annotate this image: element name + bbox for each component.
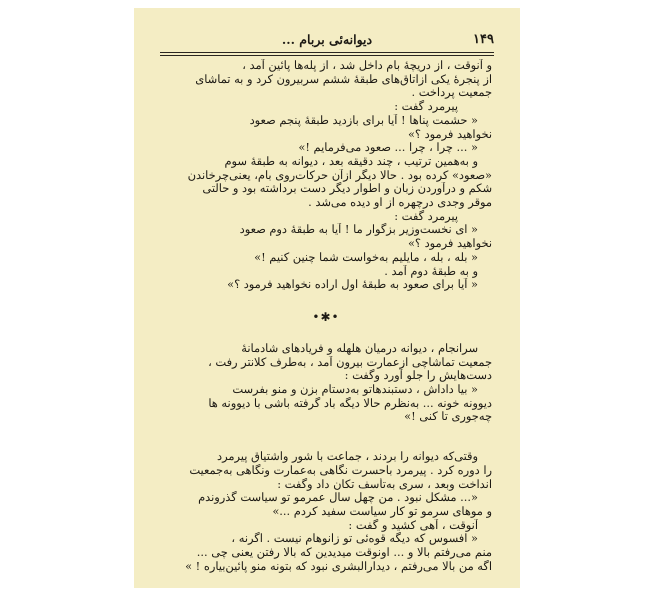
text-line: « ای نخست‌وزیر بزگوار ما ! آیا به طبقهٔ دوم صعود <box>239 223 478 237</box>
text-line: «صعود» کرده بود . حالا دیگر ازآن حرکات‌روی بام، یعنی‌چرخاندن <box>187 168 492 182</box>
text-line: « بله ، بله ، مایلیم به‌خواست شما چنین کنیم !» <box>254 250 478 264</box>
text-line: وقتی‌که دیوانه را بردند ، جماعت با شور واشتیاق پیرمرد <box>217 450 478 464</box>
text-line: انداخت وبعد ، سری به‌تأسف تکان داد وگفت : <box>277 477 492 491</box>
text-line: از پنجرهٔ یکی ازاتاق‌های طبقهٔ ششم سربیرون کرد و به تماشای <box>195 72 492 86</box>
text-line: را دوره کرد . پیرمرد باحسرت نگاهی به‌عمارت ونگاهی به‌جمعیت <box>189 463 492 477</box>
text-line: چه‌جوری تا کنی !» <box>404 410 492 424</box>
text-line: دیوونه خونه ... به‌نظرم حالا دیگه باد گرفته باشی با دیوونه ها <box>208 396 492 410</box>
running-title: دیوانه‌ئی بربام ... <box>281 32 373 47</box>
text-line: پیرمرد گفت : <box>394 209 458 223</box>
text-line: موقر وجدی درچهره از او دیده می‌شد . <box>308 196 492 210</box>
text-line: اگه من بالا می‌رفتم ، دیدارالبشری نبود که بتونه منو پائین‌بیاره ! » <box>185 559 492 573</box>
book-page <box>134 8 520 588</box>
text-line: و آنوقت ، از دریچهٔ بام داخل شد ، از پله‌ها پائین آمد ، <box>242 59 492 72</box>
text-line: « بیا داداش ، دستبندهاتو به‌دستام بزن و منو بفرست <box>232 383 478 397</box>
text-line: سرانجام ، دیوانه درمیان هلهله و فریادهای شادمانهٔ <box>241 341 478 355</box>
text-line: شکم و درآوردن زبان و اطوار دیگر دست برداشته بود و حالتی <box>202 182 492 196</box>
text-line: جمعیت تماشاچی ازعمارت بیرون آمد ، به‌طرف کلانتر رفت ، <box>208 355 492 369</box>
text-line: نخواهید فرمود ؟» <box>407 127 492 141</box>
page-header <box>160 30 494 53</box>
text-line: نخواهید فرمود ؟» <box>407 237 492 251</box>
text-line: منم می‌رفتم بالا و ... اونوقت میدیدین که بالا رفتن یعنی چی ... <box>196 546 492 560</box>
text-line: و موهای سرمو تو کار سیاست سفید کردم ...» <box>272 504 492 518</box>
text-line: «... مشکل نبود . من چهل سال عمرمو تو سیاست گذروندم <box>198 491 478 505</box>
section-separator: •✱• <box>312 309 340 324</box>
text-line: « ... چرا ، چرا ... صعود می‌فرمایم !» <box>298 141 478 155</box>
page-body <box>160 59 492 574</box>
text-line: جمعیت پرداخت . <box>411 86 492 100</box>
text-line: پیرمرد گفت : <box>394 100 458 114</box>
text-line: آنوقت ، آهی کشید و گفت : <box>348 518 478 532</box>
text-line: « حشمت پناها ! آیا برای بازدید طبقهٔ پنجم صعود <box>249 113 478 127</box>
text-line: و به‌همین ترتیب ، چند دقیقه بعد ، دیوانه به طبقهٔ سوم <box>224 154 478 168</box>
page-number: ۱۴۹ <box>473 32 494 47</box>
text-line: دست‌هایش را جلو آورد وگفت : <box>344 369 492 383</box>
text-line: و به طبقهٔ دوم آمد . <box>384 264 478 278</box>
text-line: « افسوس که دیگه قوه‌ئی تو زانوهام نیست . اگرنه ، <box>231 532 478 546</box>
text-line: « آیا برای صعود به طبقهٔ اول اراده نخواهید فرمود ؟» <box>227 278 478 292</box>
